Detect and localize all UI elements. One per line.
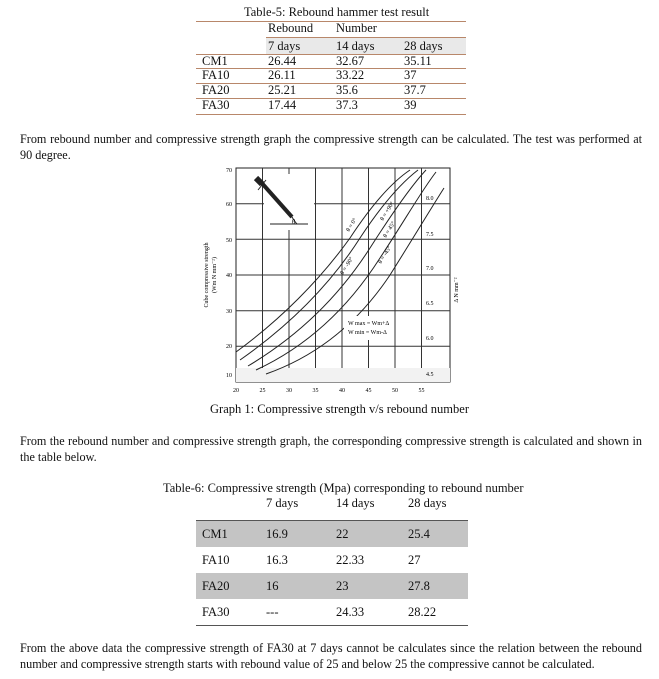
legend-box: [344, 316, 394, 340]
table6-cell: 27: [408, 553, 421, 567]
table-row: [196, 599, 468, 625]
table6-row-label: FA30: [202, 605, 230, 619]
y-tick: 10: [226, 373, 232, 379]
table6-cell: 16: [266, 579, 279, 593]
table6-cell: 16.9: [266, 527, 288, 541]
table6-row-label: FA10: [202, 553, 230, 567]
table5-caption: Table-5: Rebound hammer test result: [244, 5, 430, 19]
y-tick: 60: [226, 202, 232, 208]
table5-cell: 32.67: [336, 54, 365, 68]
table5-rule: [196, 68, 466, 69]
x-tick: 20: [233, 388, 239, 394]
inset-angle-label: θ: [292, 218, 296, 226]
table5-cell: 37.7: [404, 83, 426, 97]
table5-cell: 26.11: [268, 68, 296, 82]
table-row: [196, 547, 468, 573]
table6-cell: 27.8: [408, 579, 430, 593]
x-tick: 30: [286, 388, 292, 394]
table6-caption: Table-6: Compressive strength (Mpa) corresponding to rebound number: [163, 481, 524, 495]
y-axis-label: Cube compressive strength: [204, 242, 210, 308]
table-row: [196, 573, 468, 599]
paragraph-3: From the above data the compressive strength of FA30 at 7 days cannot be calculates since the relation between the rebound number and compressive strength starts with rebound value of 25 and below 25 the compressive cannot be calculated.: [20, 641, 642, 671]
table6-cell: 22: [336, 527, 349, 541]
table5-group-header: Number: [336, 21, 377, 35]
paragraph-2: From the rebound number and compressive strength graph, the corresponding compressive strength is calculated and shown in the table below.: [20, 434, 642, 464]
table5-cell: 25.21: [268, 83, 297, 97]
table5-row-label: FA20: [202, 83, 230, 97]
y-tick: 70: [226, 168, 232, 174]
table5-bottom-rule: [196, 114, 466, 115]
table6-cell: 16.3: [266, 553, 288, 567]
right-value: 6.0: [426, 336, 434, 342]
curve-label: θ = 0°: [345, 217, 359, 234]
table6-cell: 24.33: [336, 605, 365, 619]
table5-cell: 35.11: [404, 54, 432, 68]
table5-col-header: 14 days: [336, 39, 375, 53]
table5-cell: 37.3: [336, 98, 358, 112]
table5-col-header: 7 days: [268, 39, 301, 53]
x-tick: 25: [259, 388, 266, 394]
x-tick: 55: [418, 388, 425, 394]
table6-row-label: CM1: [202, 527, 228, 541]
table6-col-header: 7 days: [266, 496, 299, 510]
table5-cell: 33.22: [336, 68, 365, 82]
right-value: 6.5: [426, 301, 434, 307]
x-tick-labels: [233, 388, 425, 394]
table5-cell: 37: [404, 68, 417, 82]
curve-label: θ = -90°: [339, 256, 356, 277]
table6-col-header: 28 days: [408, 496, 447, 510]
graph-svg: [200, 160, 465, 405]
table-row: [196, 521, 468, 547]
right-axis-label: Δ N mm⁻²: [454, 277, 460, 303]
y-tick: 30: [226, 309, 232, 315]
curve-label: θ = 45°: [382, 220, 398, 240]
right-value: 7.5: [426, 232, 434, 238]
table5-group-header: Rebound: [268, 21, 314, 35]
right-value: 4.5: [426, 372, 434, 378]
graph-figure: [200, 160, 465, 405]
graph-bottom-band: [236, 368, 450, 382]
x-tick: 50: [392, 388, 398, 394]
table5-row-label: FA10: [202, 68, 230, 82]
x-tick: 40: [339, 388, 345, 394]
table6-bottom-rule: [196, 625, 468, 626]
table5-cell: 39: [404, 98, 417, 112]
table5-rule: [196, 98, 466, 99]
y-tick: 40: [226, 273, 232, 279]
table5-row-label: FA30: [202, 98, 230, 112]
table5-row-label: CM1: [202, 54, 228, 68]
inset-hammer-drawing: [256, 174, 314, 230]
curve-label: θ = +90°: [379, 201, 396, 223]
y-tick-labels: [226, 168, 232, 379]
graph-caption: Graph 1: Compressive strength v/s rebound number: [210, 402, 469, 416]
right-value: 8.0: [426, 196, 434, 202]
x-tick: 35: [312, 388, 319, 394]
curve-label: θ = -45°: [377, 245, 394, 266]
table6-cell: 25.4: [408, 527, 430, 541]
table5-cell: 35.6: [336, 83, 358, 97]
y-axis-units: (Wm N mm⁻²): [212, 257, 218, 293]
table6-cell: 23: [336, 579, 349, 593]
legend-line-1: W max = Wm+Δ: [348, 321, 390, 327]
table5-cell: 26.44: [268, 54, 297, 68]
table5-cell: 17.44: [268, 98, 297, 112]
table6-cell: 28.22: [408, 605, 437, 619]
paragraph-1: From rebound number and compressive strength graph the compressive strength can be calculated. The test was performed at 90 degree.: [20, 132, 642, 162]
table6: [196, 496, 468, 626]
table6-row-label: FA20: [202, 579, 230, 593]
table6-cell: ---: [266, 605, 279, 619]
table6-col-header: 14 days: [336, 496, 375, 510]
legend-line-2: W min = Wm-Δ: [348, 330, 387, 336]
y-tick: 50: [226, 238, 232, 244]
right-value: 7.0: [426, 266, 434, 272]
table6-cell: 22.33: [336, 553, 365, 567]
table5-col-header: 28 days: [404, 39, 443, 53]
table5-top-rule: [196, 21, 466, 22]
x-tick: 45: [365, 388, 372, 394]
y-tick: 20: [226, 344, 232, 350]
